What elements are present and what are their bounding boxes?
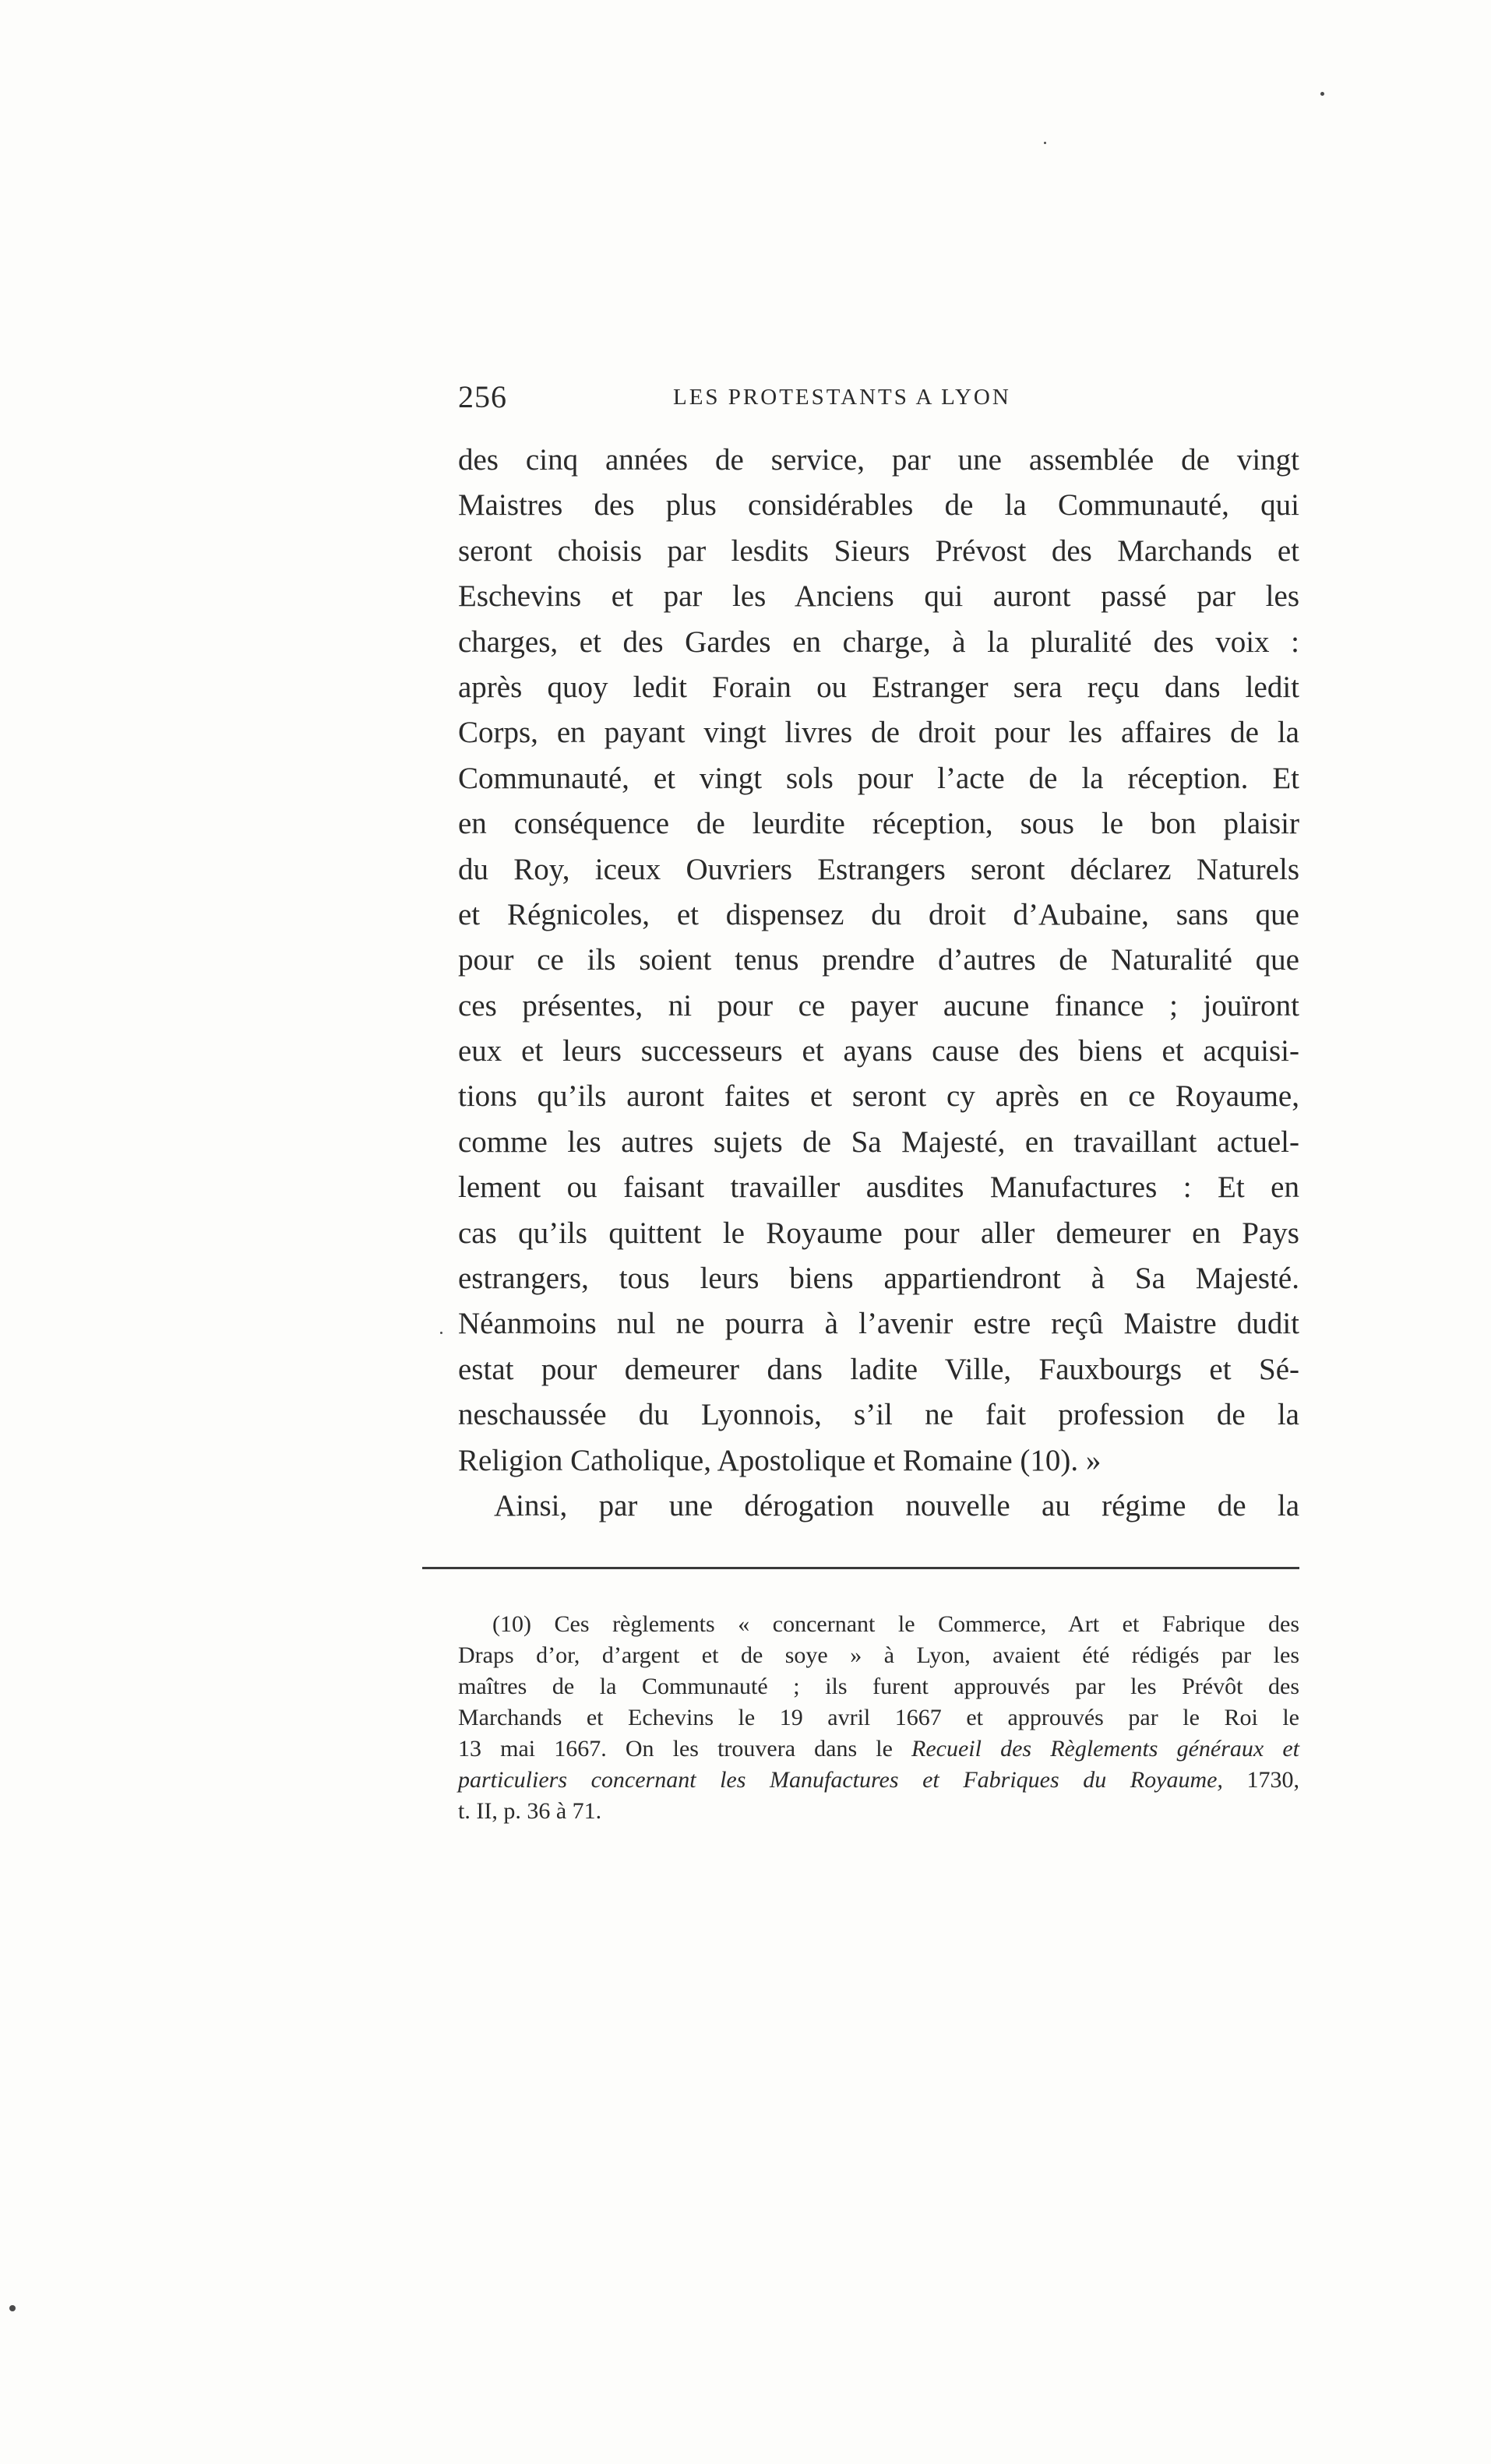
footnote-line [458, 1765, 1299, 1796]
text-line: Ainsi, par une dérogation nouvelle au régime de la [494, 1488, 1299, 1522]
text-line: du Roy, iceux Ouvriers Estrangers seront déclarez Naturels [458, 852, 1299, 886]
footnote-line: maîtres de la Communauté ; ils furent approuvés par les Prévôt des [458, 1674, 1299, 1699]
text-line: lement ou faisant travailler ausdites Manufactures : Et en [458, 1170, 1299, 1205]
text-line: seront choisis par lesdits Sieurs Prévost des Marchands et [458, 533, 1299, 568]
text-line: cas qu’ils quittent le Royaume pour aller demeurer en Pays [458, 1216, 1299, 1250]
text-line: après quoy ledit Forain ou Estranger sera reçu dans ledit [458, 670, 1299, 704]
scan-speck [1044, 142, 1046, 144]
text-line: estat pour demeurer dans ladite Ville, Fauxbourgs et Sé- [458, 1352, 1299, 1386]
footnote-citation-title: Recueil des Règlements généraux et [911, 1736, 1299, 1762]
running-head: LES PROTESTANTS A LYON [673, 385, 1011, 410]
text-line: des cinq années de service, par une assemblée de vingt [458, 443, 1299, 477]
text-line: Eschevins et par les Anciens qui auront passé par les [458, 579, 1299, 614]
footnote-rule [422, 1567, 1299, 1569]
footnote-line [458, 1734, 1299, 1765]
footnote-citation-title: particuliers concernant les Manufactures et Fabriques du Royaume, [458, 1767, 1223, 1793]
page-number: 256 [458, 379, 507, 414]
text-line: tions qu’ils auront faites et seront cy après en ce Royaume, [458, 1079, 1299, 1114]
text-line: ces présentes, ni pour ce payer aucune finance ; jouïront [458, 988, 1299, 1023]
text-line: comme les autres sujets de Sa Majesté, en travaillant actuel- [458, 1125, 1299, 1159]
footnote [458, 1609, 1299, 1827]
text-line: charges, et des Gardes en charge, à la pluralité des voix : [458, 625, 1299, 659]
text-line: Communauté, et vingt sols pour l’acte de la réception. Et [458, 761, 1299, 795]
footnote-line: Draps d’or, d’argent et de soye » à Lyon, avaient été rédigés par les [458, 1642, 1299, 1668]
footnote-line: Marchands et Echevins le 19 avril 1667 et approuvés par le Roi le [458, 1705, 1299, 1730]
text-line: Maistres des plus considérables de la Communauté, qui [458, 488, 1299, 523]
body-text [458, 438, 1299, 1529]
scan-speck [9, 2305, 16, 2311]
text-line: Religion Catholique, Apostolique et Romaine (10). » [458, 1443, 1102, 1477]
page-header [458, 378, 1299, 417]
text-line: et Régnicoles, et dispensez du droit d’Aubaine, sans que [458, 897, 1299, 931]
text-line: en conséquence de leurdite réception, sous le bon plaisir [458, 807, 1299, 841]
text-line: pour ce ils soient tenus prendre d’autres de Naturalité que [458, 943, 1299, 977]
footnote-text: 1730, [1222, 1767, 1299, 1793]
text-line: neschaussée du Lyonnois, s’il ne fait profession de la [458, 1398, 1299, 1432]
text-line: eux et leurs successeurs et ayans cause des biens et acquisi- [458, 1034, 1299, 1068]
scan-speck [440, 1332, 442, 1334]
text-line: Néanmoins nul ne pourra à l’avenir estre reçû Maistre dudit [458, 1307, 1299, 1341]
footnote-text: 13 mai 1667. On les trouvera dans le [458, 1736, 912, 1762]
scan-speck [1320, 92, 1324, 96]
footnote-line: t. II, p. 36 à 71. [458, 1798, 602, 1824]
text-line: estrangers, tous leurs biens appartiendront à Sa Majesté. [458, 1262, 1299, 1296]
footnote-line: (10) Ces règlements « concernant le Commerce, Art et Fabrique des [492, 1611, 1299, 1637]
text-line: Corps, en payant vingt livres de droit pour les affaires de la [458, 716, 1299, 750]
